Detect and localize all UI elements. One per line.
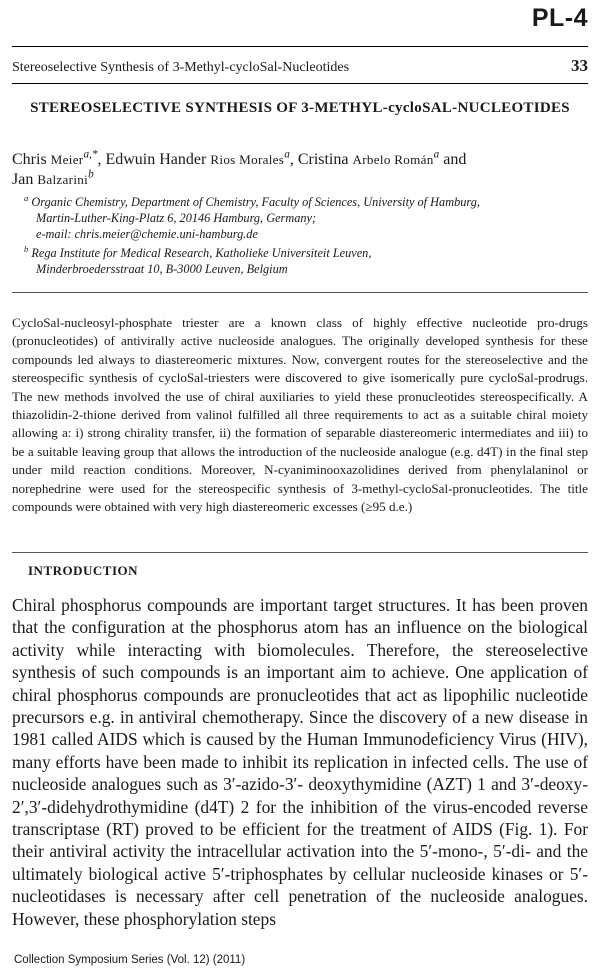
abstract: CycloSal-nucleosyl-phosphate triester are a known class of highly effective nucleotide pro-drugs (pronucleotides) of antivirally active nucleoside analogues. The originally developed synthesis for these compounds led always to diastereomeric mixtures. Now, convergent routes for the stereoselective and the stereospecific synthesis of cycloSal-triesters were discovered to give isomerically pure cycloSal-prodrugs. The new methods involved the use of chiral auxiliaries to yield these pronucleotides stereospecifically. A thiazolidin-2-thione derived from valinol fulfilled all three requirements to act as a suitable chiral moiety allowing a: i) strong chirality transfer, ii) the formation of separable diastereomeric intermediates and iii) to be a suitable leaving group that allows the introduction of the nucleoside analogue (e.g. d4T) in the final step under mild reaction conditions. Moreover, N-cyaniminooxazolidines derived from phenylalaninol or norephedrine were used for the stereospecific synthesis of 3-methyl-cycloSal-pronucleotides. The title compounds were obtained with very high diastereomeric excesses (≥95 d.e.)	[12, 315, 588, 515]
abstract-rule-bottom	[12, 552, 588, 553]
page-number: 33	[571, 56, 588, 75]
footer: Collection Symposium Series (Vol. 12) (2011)	[14, 954, 246, 966]
running-title: Stereoselective Synthesis of 3-Methyl-cycloSal-Nucleotides	[12, 60, 350, 75]
running-header	[12, 56, 588, 76]
author: Edwuin Hander Rios Morales$^a$	[105, 148, 290, 168]
affiliation-b: $^b$ Rega Institute for Medical Research, Katholieke Universiteit Leuven, Minderbroedersstraat 10, B-3000 Leuven, Belgium	[24, 243, 372, 276]
author: Jan Balzarini$^b$	[12, 168, 94, 188]
author: Chris Meier$^{a,*}$	[12, 148, 98, 168]
header-rule-bottom	[12, 83, 588, 84]
author: Cristina Arbelo Román$^a$	[297, 148, 440, 168]
section-heading: INTRODUCTION	[28, 563, 139, 578]
introduction-text: Chiral phosphorus compounds are important target structures. It has been proven that the configuration at the phosphorus atom has an influence on the biological activity while interacting with biomolecules. Therefore, the stereoselective synthesis of such compounds is an important aim to achieve. One application of chiral phosphorus compounds are pronucleotides that act as lipophilic nucleotide precursors e.g. in antiviral chemotherapy. Since the discovery of a new disease in 1981 called AIDS which is caused by the Human Immunodeficiency Virus (HIV), many efforts have been made to inhibit its replication in infected cells. The use of nucleoside analogues such as 3′-azido-3′- deoxythymidine (AZT) 1 and 3′-deoxy-2′,3′-didehydrothymidine (d4T) 2 for the inhibition of the virus-encoded reverse transcriptase (RT) proved to be efficient for the treatment of AIDS (Fig. 1). For their antiviral activity the intracellular activation into the 5′-mono-, 5′-di- and the ultimately biological active 5′-triphosphates by cellular nucleoside kinases or 5′-nucleotidases is necessary after cell penetration of the nucleoside analogues. However, these phosphorylation steps	[12, 595, 588, 929]
page-label: PL-4	[531, 4, 588, 32]
abstract-rule-top	[12, 292, 588, 293]
affiliation-a: $^a$ Organic Chemistry, Department of Chemistry, Faculty of Sciences, University of Hamburg, Martin-Luther-King-Platz 6, 20146 Hamburg, Germany; e-mail: chris.meier@chemie.uni-hamburg.de	[24, 192, 480, 241]
author-list: Chris Meier$^{a,*}$, Edwuin Hander Rios Morales$^a$, Cristina Arbelo Román$^a$ and Jan Balzarini$^b$	[12, 148, 467, 188]
header-rule-top	[12, 46, 588, 47]
paper-title: STEREOSELECTIVE SYNTHESIS OF 3-METHYL-cycloSAL-NUCLEOTIDES	[30, 100, 570, 116]
